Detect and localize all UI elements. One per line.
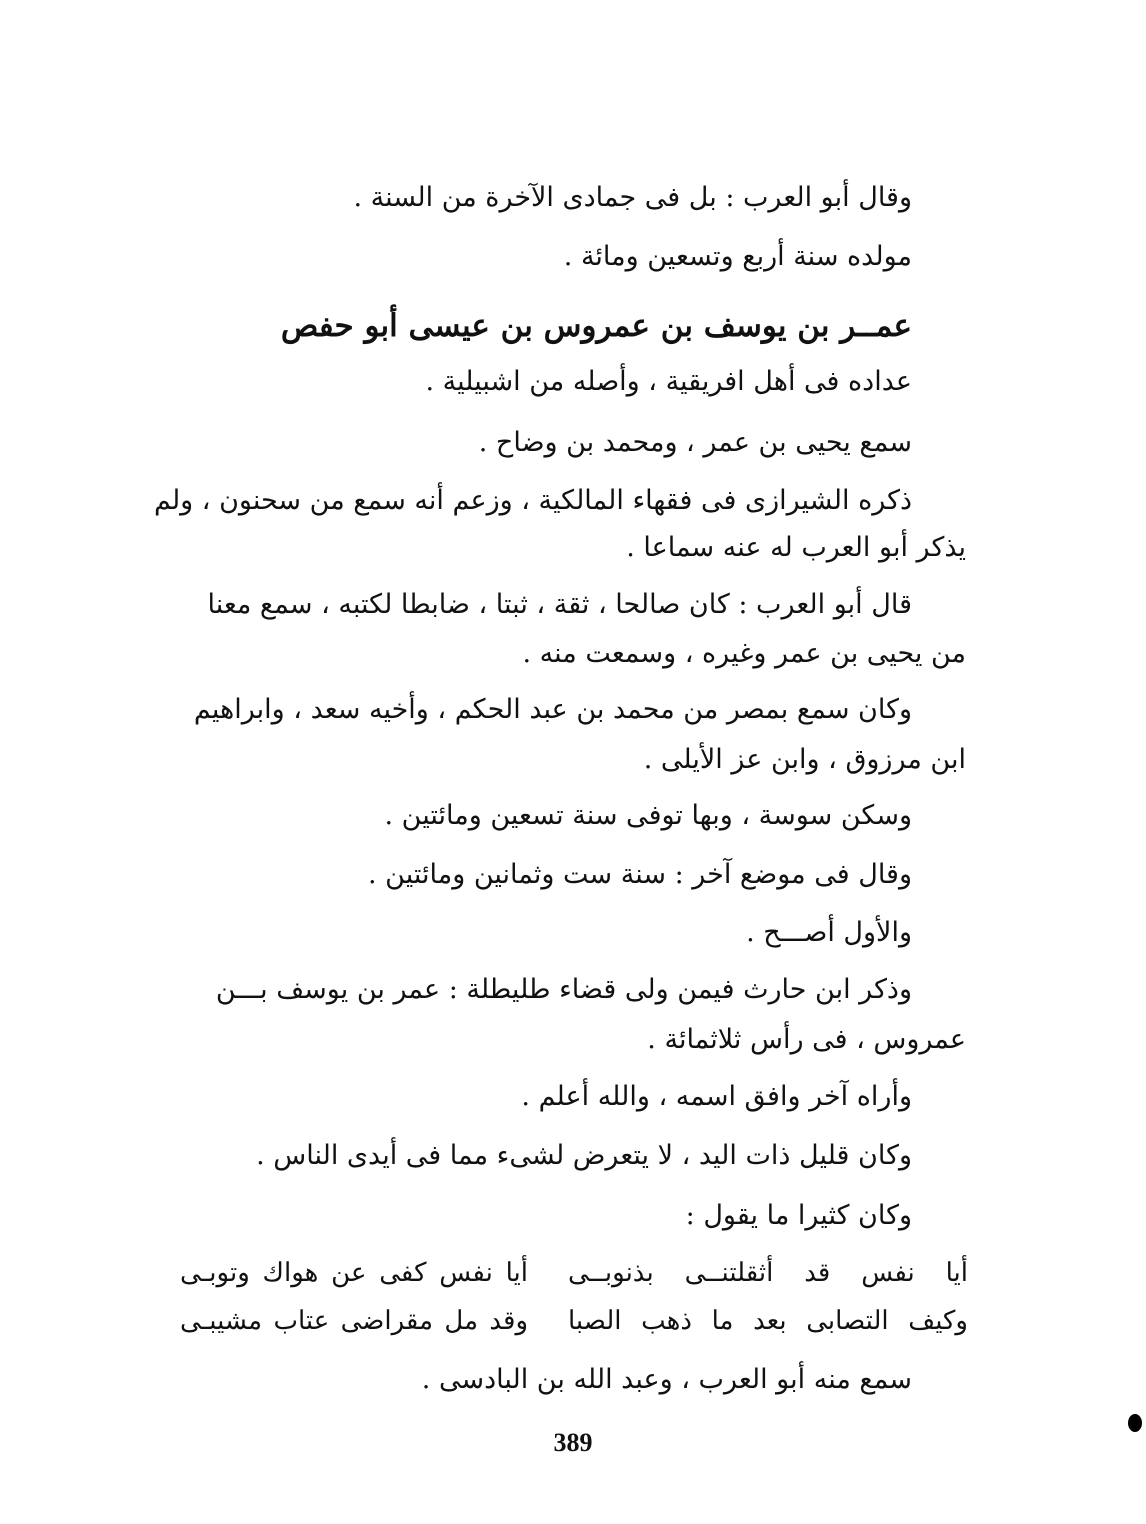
paragraph-line: عداده فى أهل افريقية ، وأصله من اشبيلية .: [425, 366, 912, 397]
page-number: 389: [553, 1428, 593, 1457]
paragraph-line: ابن مرزوق ، وابن عز الأيلى .: [643, 744, 966, 775]
paragraph-line: ذكره الشيرازى فى فقهاء المالكية ، وزعم أنه سمع من سحنون ، ولم: [153, 485, 912, 516]
paragraph-line: سمع منه أبو العرب ، وعبد الله بن البادسى .: [421, 1364, 912, 1395]
paragraph-line: عمروس ، فى رأس ثلاثمائة .: [647, 1024, 966, 1055]
paragraph-line: قال أبو العرب : كان صالحا ، ثقة ، ثبتا ، ضابطا لكتبه ، سمع معنا: [207, 589, 912, 620]
paragraph-line: وذكر ابن حارث فيمن ولى قضاء طليطلة : عمر بن يوسف بـــن: [215, 974, 912, 1005]
paragraph-line: سمع يحيى بن عمر ، ومحمد بن وضاح .: [478, 427, 912, 458]
paragraph-line: وكان كثيرا ما يقول :: [685, 1200, 912, 1231]
paragraph-line: وكان قليل ذات اليد ، لا يتعرض لشىء مما فى أيدى الناس .: [256, 1140, 912, 1171]
paragraph-line: يذكر أبو العرب له عنه سماعا .: [626, 532, 966, 563]
paragraph-line: وقال أبو العرب : بل فى جمادى الآخرة من السنة .: [353, 182, 912, 213]
paragraph-line: وكان سمع بمصر من محمد بن عبد الحكم ، وأخيه سعد ، وابراهيم: [193, 694, 912, 725]
ink-mark: [1128, 1414, 1142, 1432]
verse-hemistich: أيا نفس قد أثقلتنــى بذنوبــى: [568, 1258, 968, 1288]
verse-hemistich: وقد مل مقراضى عتاب مشيبـى: [180, 1306, 528, 1336]
verse-hemistich: أيا نفس كفى عن هواك وتوبـى: [180, 1258, 528, 1288]
paragraph-line: وأراه آخر وافق اسمه ، والله أعلم .: [521, 1081, 912, 1112]
paragraph-line: وسكن سوسة ، وبها توفى سنة تسعين ومائتين .: [384, 800, 912, 831]
entry-heading: عمــر بن يوسف بن عمروس بن عيسى أبو حفص: [280, 308, 912, 344]
paragraph-line: مولده سنة أربع وتسعين ومائة .: [563, 241, 912, 272]
paragraph-line: والأول أصـــح .: [746, 917, 912, 948]
verse-hemistich: وكيف التصابى بعد ما ذهب الصبا: [568, 1306, 968, 1336]
paragraph-line: وقال فى موضع آخر : سنة ست وثمانين ومائتين .: [368, 859, 912, 890]
paragraph-line: من يحيى بن عمر وغيره ، وسمعت منه .: [522, 638, 966, 669]
